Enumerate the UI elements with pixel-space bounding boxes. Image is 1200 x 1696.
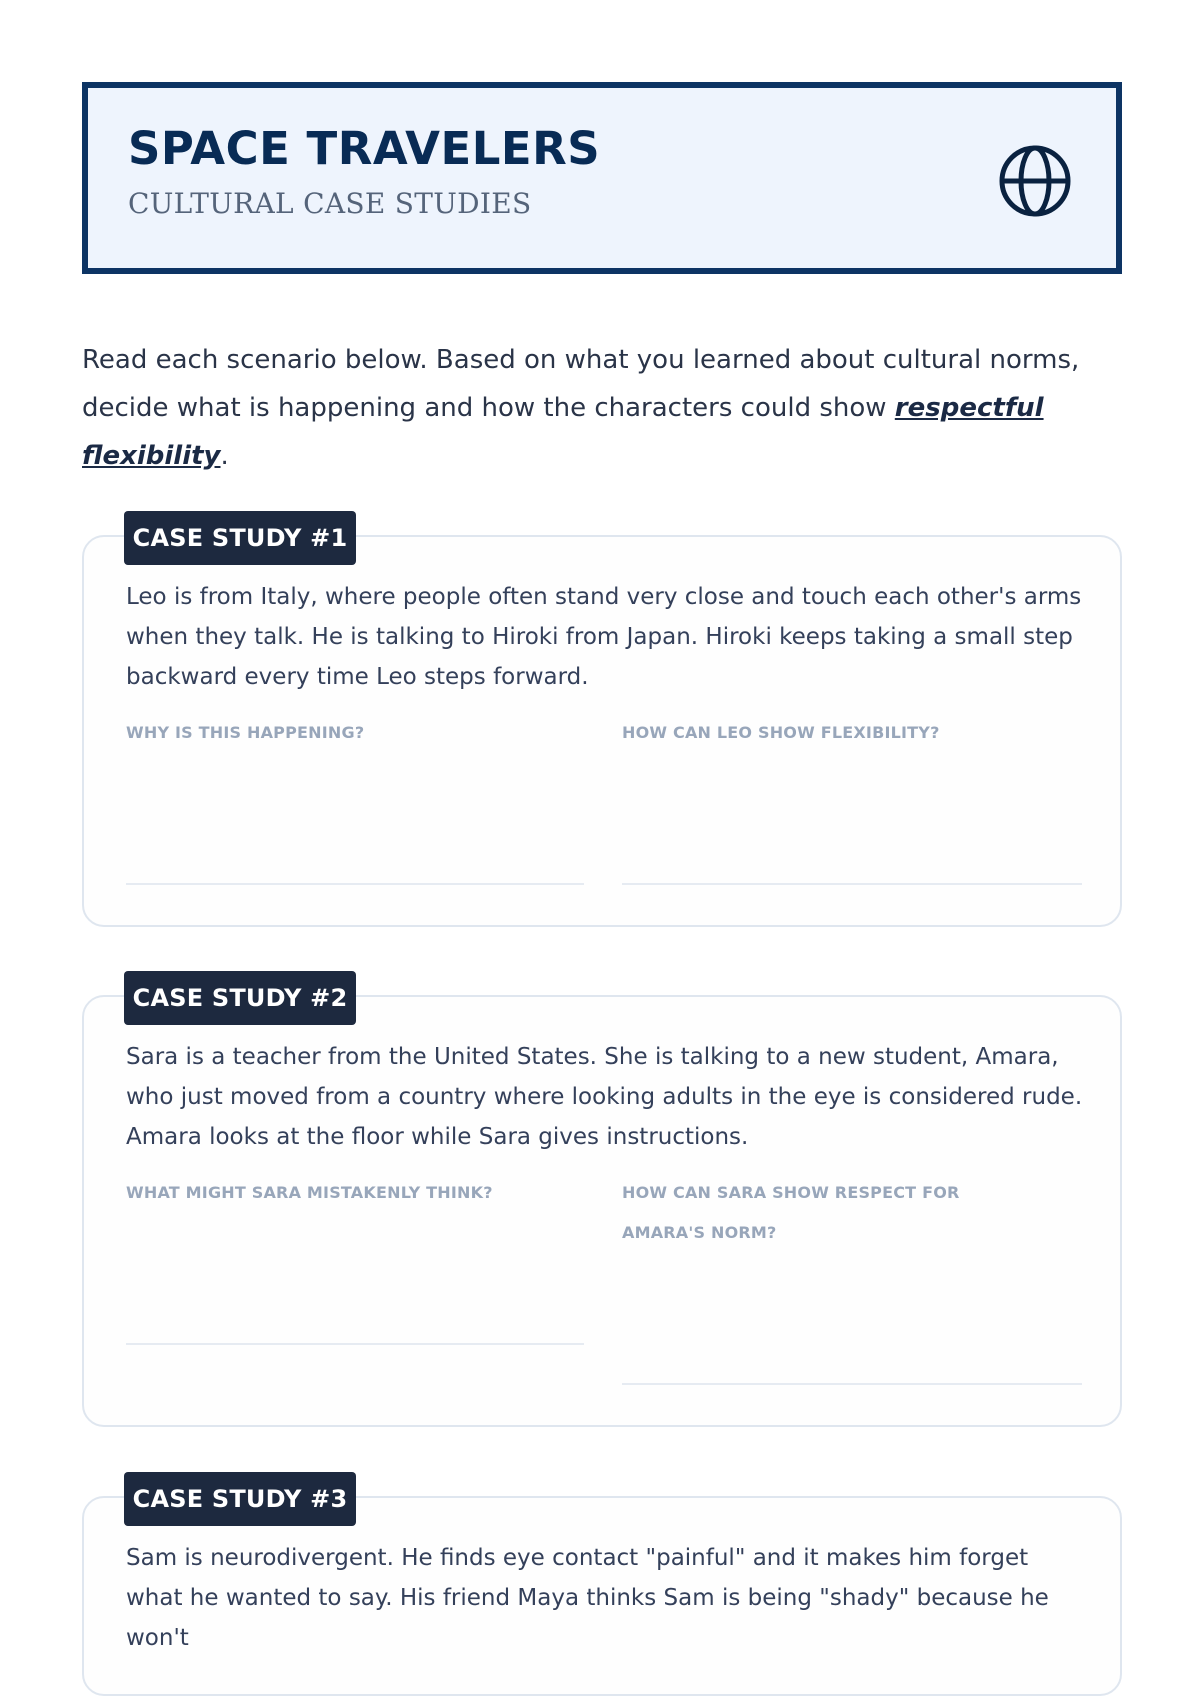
case-2-question-2: HOW CAN SARA SHOW RESPECT FOR AMARA'S NORM?	[622, 1183, 960, 1242]
case-3-scenario: Sam is neurodivergent. He finds eye contact "painful" and it makes him forget what he wanted to say. His friend Maya thinks Sam is being "shady" because he won't	[126, 1545, 1049, 1651]
header-banner	[82, 82, 1122, 274]
instructions	[82, 336, 1122, 480]
page-subtitle: CULTURAL CASE STUDIES	[128, 187, 532, 220]
case-study-card-2	[82, 995, 1122, 1427]
case-2-answer-1-line[interactable]	[126, 1343, 584, 1345]
page-title: SPACE TRAVELERS	[128, 122, 601, 175]
case-1-answer-1-line[interactable]	[126, 883, 584, 885]
case-1-question-2: HOW CAN LEO SHOW FLEXIBILITY?	[622, 723, 940, 742]
instructions-emphasis: respectful flexibility	[82, 393, 1044, 471]
case-2-scenario: Sara is a teacher from the United States. She is talking to a new student, Amara, who just moved from a country where looking adults in the eye is considered rude. Amara looks at the floor while Sara gives instructions.	[126, 1044, 1083, 1150]
case-1-scenario: Leo is from Italy, where people often stand very close and touch each other's arms when they talk. He is talking to Hiroki from Japan. Hiroki keeps taking a small step backward every time Leo steps forward.	[126, 584, 1082, 690]
case-study-card-1	[82, 535, 1122, 927]
case-1-question-1: WHY IS THIS HAPPENING?	[126, 723, 365, 742]
globe-icon	[998, 144, 1072, 218]
case-study-card-3	[82, 1496, 1122, 1696]
case-2-badge: CASE STUDY #2	[124, 971, 356, 1025]
case-1-badge: CASE STUDY #1	[124, 511, 356, 565]
instructions-end: .	[220, 441, 229, 471]
case-2-answer-2-line[interactable]	[622, 1383, 1082, 1385]
case-3-badge: CASE STUDY #3	[124, 1472, 356, 1526]
instructions-text: Read each scenario below. Based on what you learned about cultural norms, decide what is happening and how the characters could show	[82, 345, 1080, 423]
case-1-answer-2-line[interactable]	[622, 883, 1082, 885]
case-2-question-1: WHAT MIGHT SARA MISTAKENLY THINK?	[126, 1183, 493, 1202]
